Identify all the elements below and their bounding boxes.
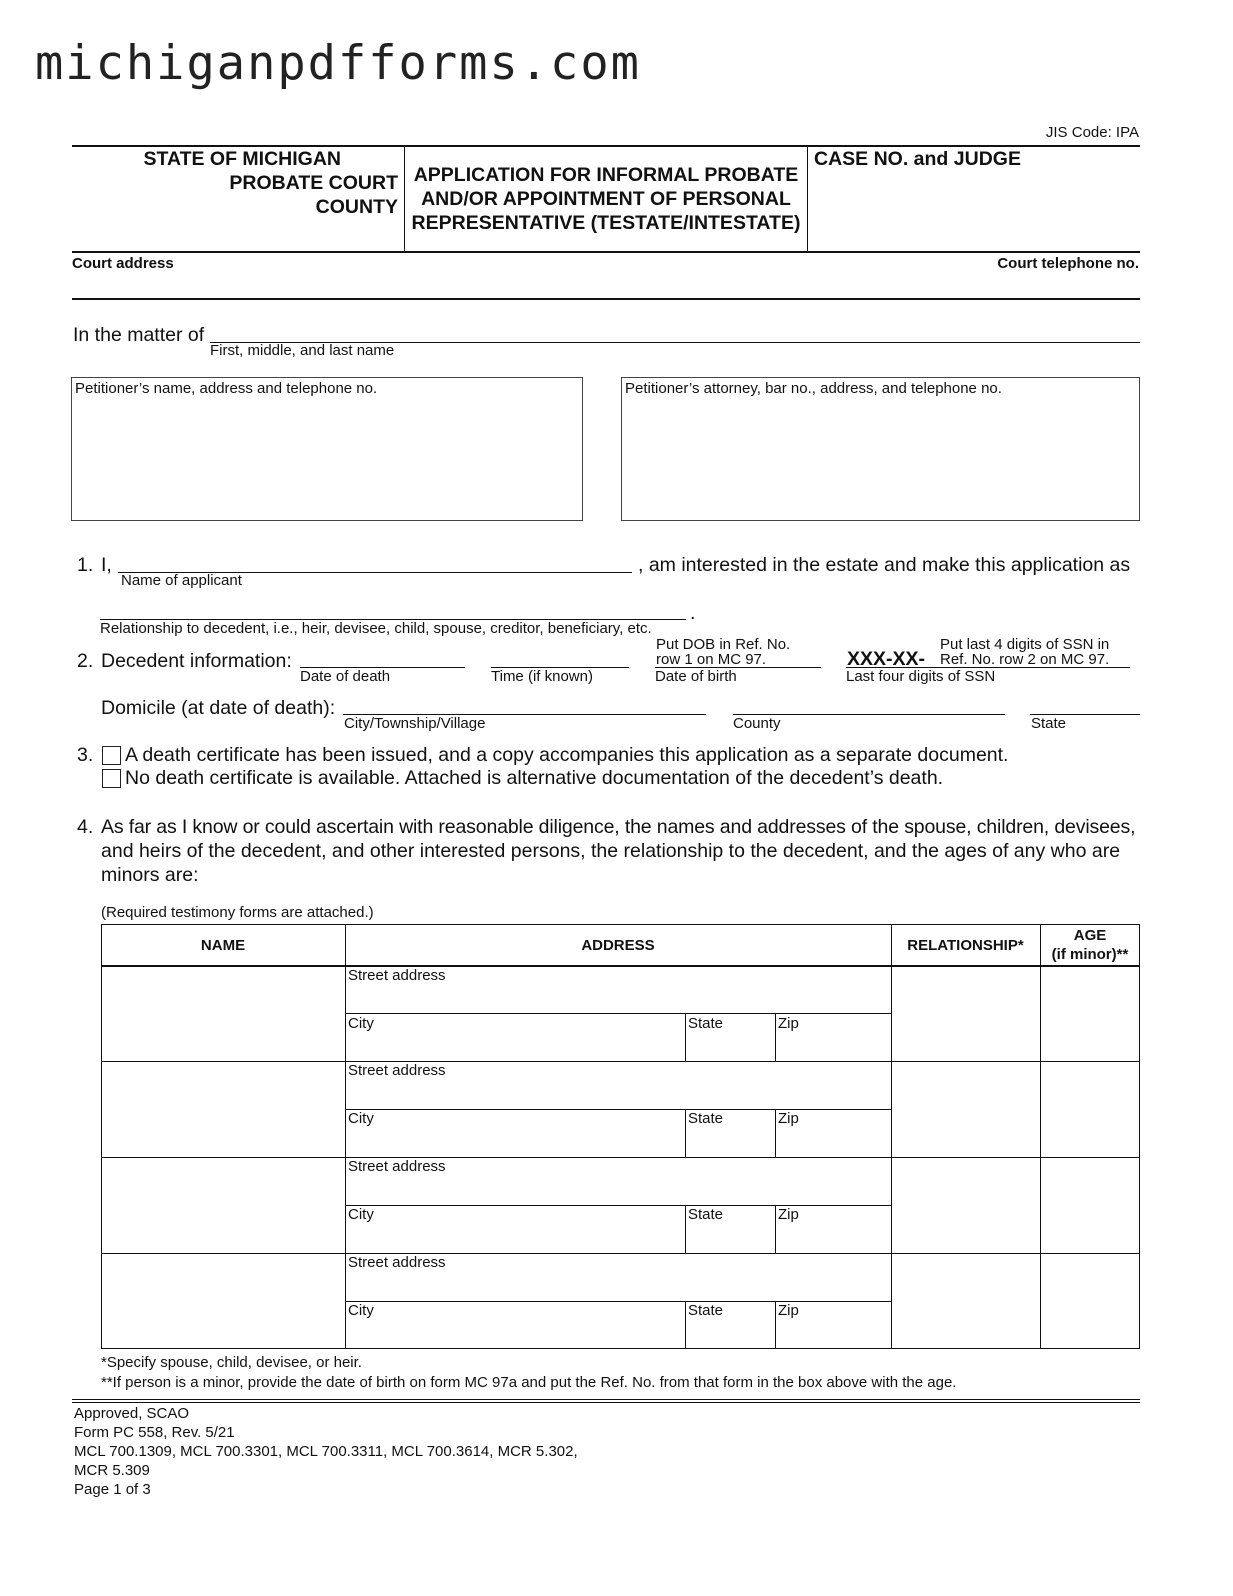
case-no-label: CASE NO. and JUDGE (814, 148, 1021, 170)
row-divider (345, 1013, 891, 1014)
table-header-border (101, 965, 1140, 967)
attorney-box[interactable] (621, 377, 1140, 521)
page-number: Page 1 of 3 (74, 1481, 151, 1498)
city-label: City (348, 1206, 374, 1223)
court-address-rule (72, 298, 1140, 300)
form-title-line-3: REPRESENTATIVE (TESTATE/INTESTATE) (411, 212, 801, 234)
table-col-divider-1 (345, 924, 346, 1349)
item4-line-3: minors are: (101, 864, 199, 886)
city-label: City (348, 1015, 374, 1032)
item1-period: . (690, 602, 696, 624)
item1-suffix: , am interested in the estate and make this application as (638, 554, 1131, 576)
row-bottom-border (101, 1061, 1140, 1062)
city-label: City (348, 1302, 374, 1319)
death-certificate-option: A death certificate has been issued, and a copy accompanies this application as a separate document. (125, 744, 1009, 766)
domicile-label: Domicile (at date of death): (101, 697, 336, 719)
dob-note-2: row 1 on MC 97. (656, 651, 767, 668)
zip-label: Zip (778, 1206, 799, 1223)
state-divider (685, 1205, 686, 1253)
street-label: Street address (348, 1254, 446, 1271)
table-top-border (101, 924, 1140, 925)
footer-rule-2 (72, 1402, 1140, 1403)
table-col-divider-3 (1040, 924, 1041, 1349)
footnote-relationship: *Specify spouse, child, devisee, or heir. (101, 1354, 362, 1371)
relationship-caption: Relationship to decedent, i.e., heir, devisee, child, spouse, creditor, beneficiary, etc. (100, 620, 652, 637)
state-heading: STATE OF MICHIGAN (143, 148, 341, 170)
street-label: Street address (348, 1062, 446, 1079)
form-title-line-1: APPLICATION FOR INFORMAL PROBATE (413, 164, 799, 186)
street-label: Street address (348, 967, 446, 984)
zip-label: Zip (778, 1110, 799, 1127)
header-age: AGE (1073, 927, 1107, 944)
city-label: City (348, 1110, 374, 1127)
row-divider (345, 1109, 891, 1110)
jis-code: JIS Code: IPA (1045, 124, 1139, 141)
petitioner-box-label: Petitioner’s name, address and telephone no. (75, 380, 378, 397)
zip-divider (775, 1205, 776, 1253)
court-address-label: Court address (72, 255, 174, 272)
date-of-death-caption: Date of death (300, 668, 391, 685)
county-heading: COUNTY (315, 196, 398, 218)
footer-approved: Approved, SCAO (74, 1405, 190, 1422)
item2-label: Decedent information: (101, 650, 292, 672)
item4-line-1: As far as I know or could ascertain with reasonable diligence, the names and addresses of the spouse, children, devisees, (101, 816, 1136, 838)
time-caption: Time (if known) (491, 668, 593, 685)
dob-note-1: Put DOB in Ref. No. (656, 636, 791, 653)
domicile-county-caption: County (733, 715, 781, 732)
row-divider (345, 1301, 891, 1302)
table-right-border (1139, 924, 1140, 1349)
state-divider (685, 1013, 686, 1061)
court-heading: PROBATE COURT (229, 172, 398, 194)
table-left-border (101, 924, 102, 1349)
table-col-divider-2 (891, 924, 892, 1349)
state-label: State (688, 1110, 724, 1127)
no-death-certificate-checkbox[interactable] (102, 769, 121, 788)
header-top-rule (72, 145, 1140, 147)
row-bottom-border (101, 1253, 1140, 1254)
table-bottom-border (101, 1348, 1140, 1349)
footer-form-no: Form PC 558, Rev. 5/21 (74, 1424, 235, 1441)
footer-statutes: MCL 700.1309, MCL 700.3301, MCL 700.3311, MCL 700.3614, MCR 5.302, (74, 1443, 578, 1460)
zip-label: Zip (778, 1302, 799, 1319)
no-death-certificate-option: No death certificate is available. Attached is alternative documentation of the decedent’s death. (125, 767, 944, 789)
domicile-city-caption: City/Township/Village (344, 715, 486, 732)
item2-number: 2. (77, 650, 94, 672)
matter-prefix: In the matter of (73, 324, 205, 346)
state-divider (685, 1109, 686, 1157)
testimony-note: (Required testimony forms are attached.) (101, 904, 374, 921)
dob-caption: Date of birth (655, 668, 737, 685)
petitioner-box[interactable] (71, 377, 583, 521)
street-label: Street address (348, 1158, 446, 1175)
ssn-prefix: XXX-XX- (847, 648, 926, 670)
zip-label: Zip (778, 1015, 799, 1032)
domicile-state-caption: State (1031, 715, 1067, 732)
zip-divider (775, 1013, 776, 1061)
row-bottom-border (101, 1157, 1140, 1158)
header-age-note: (if minor)** (1051, 946, 1129, 963)
court-telephone-label: Court telephone no. (997, 255, 1139, 272)
item3-number: 3. (77, 744, 94, 766)
state-divider (685, 1301, 686, 1349)
row-divider (345, 1205, 891, 1206)
ssn-note-1: Put last 4 digits of SSN in (940, 636, 1110, 653)
item4-number: 4. (77, 816, 94, 838)
zip-divider (775, 1109, 776, 1157)
item4-line-2: and heirs of the decedent, and other interested persons, the relationship to the decedent, and the ages of any who are (101, 840, 1121, 862)
state-label: State (688, 1015, 724, 1032)
header-divider-2 (807, 145, 808, 252)
ssn-caption: Last four digits of SSN (846, 668, 996, 685)
applicant-name-caption: Name of applicant (121, 572, 242, 589)
zip-divider (775, 1301, 776, 1349)
item1-number: 1. (77, 554, 94, 576)
ssn-note-2: Ref. No. row 2 on MC 97. (940, 651, 1110, 668)
footer-rule-1 (72, 1399, 1140, 1400)
death-certificate-checkbox[interactable] (102, 746, 121, 765)
item1-prefix: I, (101, 554, 112, 576)
header-name: NAME (200, 937, 246, 954)
site-watermark: michiganpdfforms.com (35, 36, 641, 91)
form-title-line-2: AND/OR APPOINTMENT OF PERSONAL (421, 188, 791, 210)
footnote-minor: **If person is a minor, provide the date of birth on form MC 97a and put the Ref. No. from that form in the box above with the age. (101, 1374, 957, 1391)
header-address: ADDRESS (581, 937, 655, 954)
header-relationship: RELATIONSHIP* (907, 937, 1024, 954)
state-label: State (688, 1302, 724, 1319)
header-bottom-rule (72, 251, 1140, 253)
decedent-name-caption: First, middle, and last name (210, 342, 395, 359)
footer-statutes-cont: MCR 5.309 (74, 1462, 150, 1479)
state-label: State (688, 1206, 724, 1223)
attorney-box-label: Petitioner’s attorney, bar no., address, and telephone no. (625, 380, 1002, 397)
